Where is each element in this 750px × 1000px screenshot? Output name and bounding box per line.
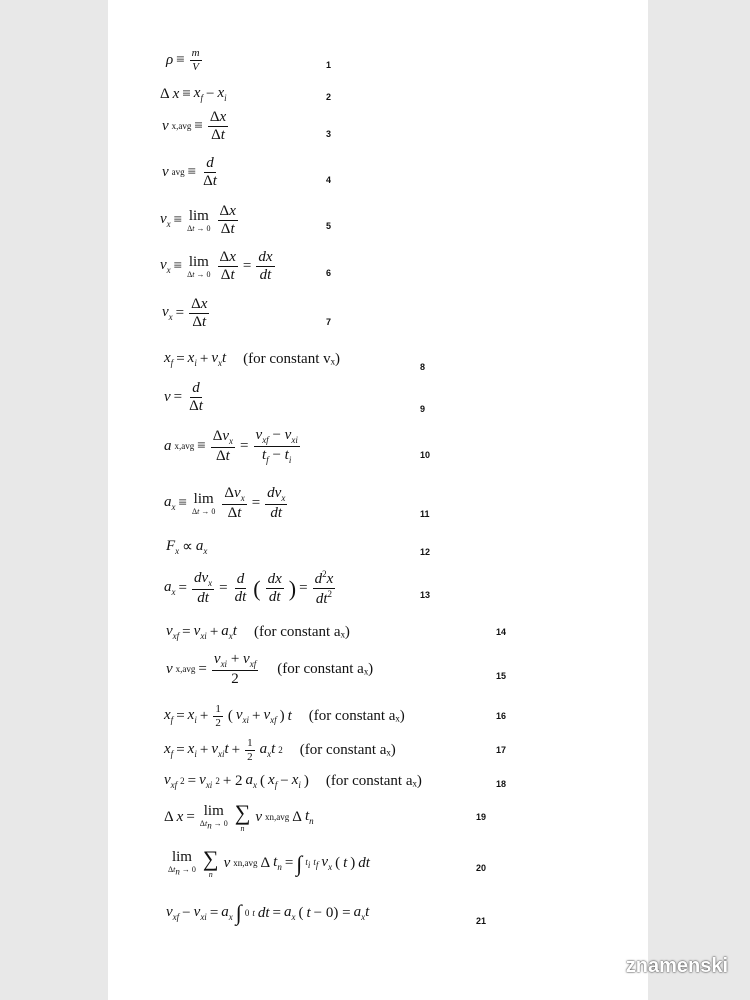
equation-6: $v_x$ ≡ lim Δt → 0 $\frac{\Delta x}{\Delta t}$ = $\frac{dx}{dt}$ (160, 249, 273, 283)
equation-sheet (108, 0, 648, 1000)
equation-11: $a_x$ ≡ lim Δt → 0 $\frac{\Delta v_x}{\Delta t}$ = $\frac{dv_x}{dt}$ (164, 485, 286, 521)
equation-15: v x,avg = $\frac{v_{xi} + v_{xf}}{2}$ (for constant aₓ) (166, 651, 374, 687)
equation-17: $x_f$ = $x_i$ + $v_{xi}t$ + $\frac{1}{2}$ $a_xt$ 2 (for constant aₓ) (164, 737, 396, 763)
equation-number-18: 18 (496, 779, 507, 789)
equation-2: Δ x ≡ $x_f$ − $x_i$ (160, 85, 227, 103)
equation-number-15: 15 (496, 671, 507, 681)
equation-number-5: 5 (326, 221, 332, 231)
equation-number-19: 19 (476, 812, 487, 822)
equation-13: $a_x$ = $\frac{dv_x}{dt}$ = $\frac{d}{dt}$ ( $\frac{dx}{dt}$ ) = $\frac{d^2x}{dt^2}$ (164, 569, 334, 607)
equation-number-21: 21 (476, 916, 487, 926)
equation-8-note: (for constant vₓ) (243, 351, 340, 367)
equation-8: $x_f$ = $x_i$ + $v_xt$ (for constant vₓ) (164, 350, 340, 368)
equation-16-note: (for constant aₓ) (308, 708, 405, 724)
equation-number-2: 2 (326, 92, 332, 102)
equation-10: a x,avg ≡ $\frac{\Delta v_x}{\Delta t}$ = $\frac{v_{xf} - v_{xi}}{t_f - t_i}$ (164, 427, 298, 465)
equation-18: $v_{xf}$ 2 = $v_{xi}$ 2 + 2 $a_x$ ( $x_f$ − $x_i$ ) (for constant aₓ) (164, 772, 422, 790)
equation-20: lim $\Delta t_n \to 0$ ∑ n v xn,avg Δ $t_n$ = ∫ $t_i$ $t_f$ $v_x$ ( t ) dt (168, 846, 370, 879)
equation-7: $v_x$ = $\frac{\Delta x}{\Delta t}$ (162, 296, 208, 330)
equation-number-10: 10 (420, 450, 431, 460)
equation-15-note: (for constant aₓ) (277, 661, 374, 677)
equation-number-7: 7 (326, 317, 332, 327)
equation-number-20: 20 (476, 863, 487, 873)
equation-number-4: 4 (326, 175, 332, 185)
watermark: znamenski (625, 955, 728, 977)
equation-number-9: 9 (420, 404, 426, 414)
equation-9: v = $\frac{d}{\Delta t}$ (164, 380, 203, 414)
equation-number-17: 17 (496, 745, 507, 755)
equation-12: $F_x$ ∝ $a_x$ (166, 538, 208, 556)
equation-1: ρ ≡ $\frac{m}{V}$ (166, 47, 200, 73)
equation-number-11: 11 (420, 509, 430, 519)
equation-5: $v_x$ ≡ lim Δt → 0 $\frac{\Delta x}{\Delta t}$ (160, 203, 236, 237)
equation-18-note: (for constant aₓ) (325, 773, 422, 789)
equation-number-3: 3 (326, 129, 332, 139)
equation-17-note: (for constant aₓ) (299, 742, 396, 758)
equation-16: $x_f$ = $x_i$ + $\frac{1}{2}$ ( $v_{xi}$ + $v_{xf}$ ) t (for constant aₓ) (164, 703, 405, 729)
equation-number-8: 8 (420, 362, 426, 372)
equation-19: Δ x = lim $\Delta t_n \to 0$ ∑ n v xn,avg Δ $t_n$ (164, 800, 314, 833)
equation-14: $v_{xf}$ = $v_{xi}$ + $a_xt$ (for constant aₓ) (166, 623, 350, 641)
equation-number-6: 6 (326, 268, 332, 278)
equation-number-12: 12 (420, 547, 431, 557)
equation-number-16: 16 (496, 711, 507, 721)
equation-3: v x,avg ≡ $\frac{\Delta x}{\Delta t}$ (162, 109, 227, 143)
equation-21: $v_{xf}$ − $v_{xi}$ = $a_x$ ∫ 0 t dt = $a_x$ ( t − 0) = $a_xt$ (166, 900, 370, 925)
equation-number-1: 1 (326, 60, 332, 70)
equation-number-14: 14 (496, 627, 507, 637)
equation-number-13: 13 (420, 590, 431, 600)
equation-4: v avg ≡ $\frac{d}{\Delta t}$ (162, 155, 217, 189)
equation-14-note: (for constant aₓ) (253, 624, 350, 640)
